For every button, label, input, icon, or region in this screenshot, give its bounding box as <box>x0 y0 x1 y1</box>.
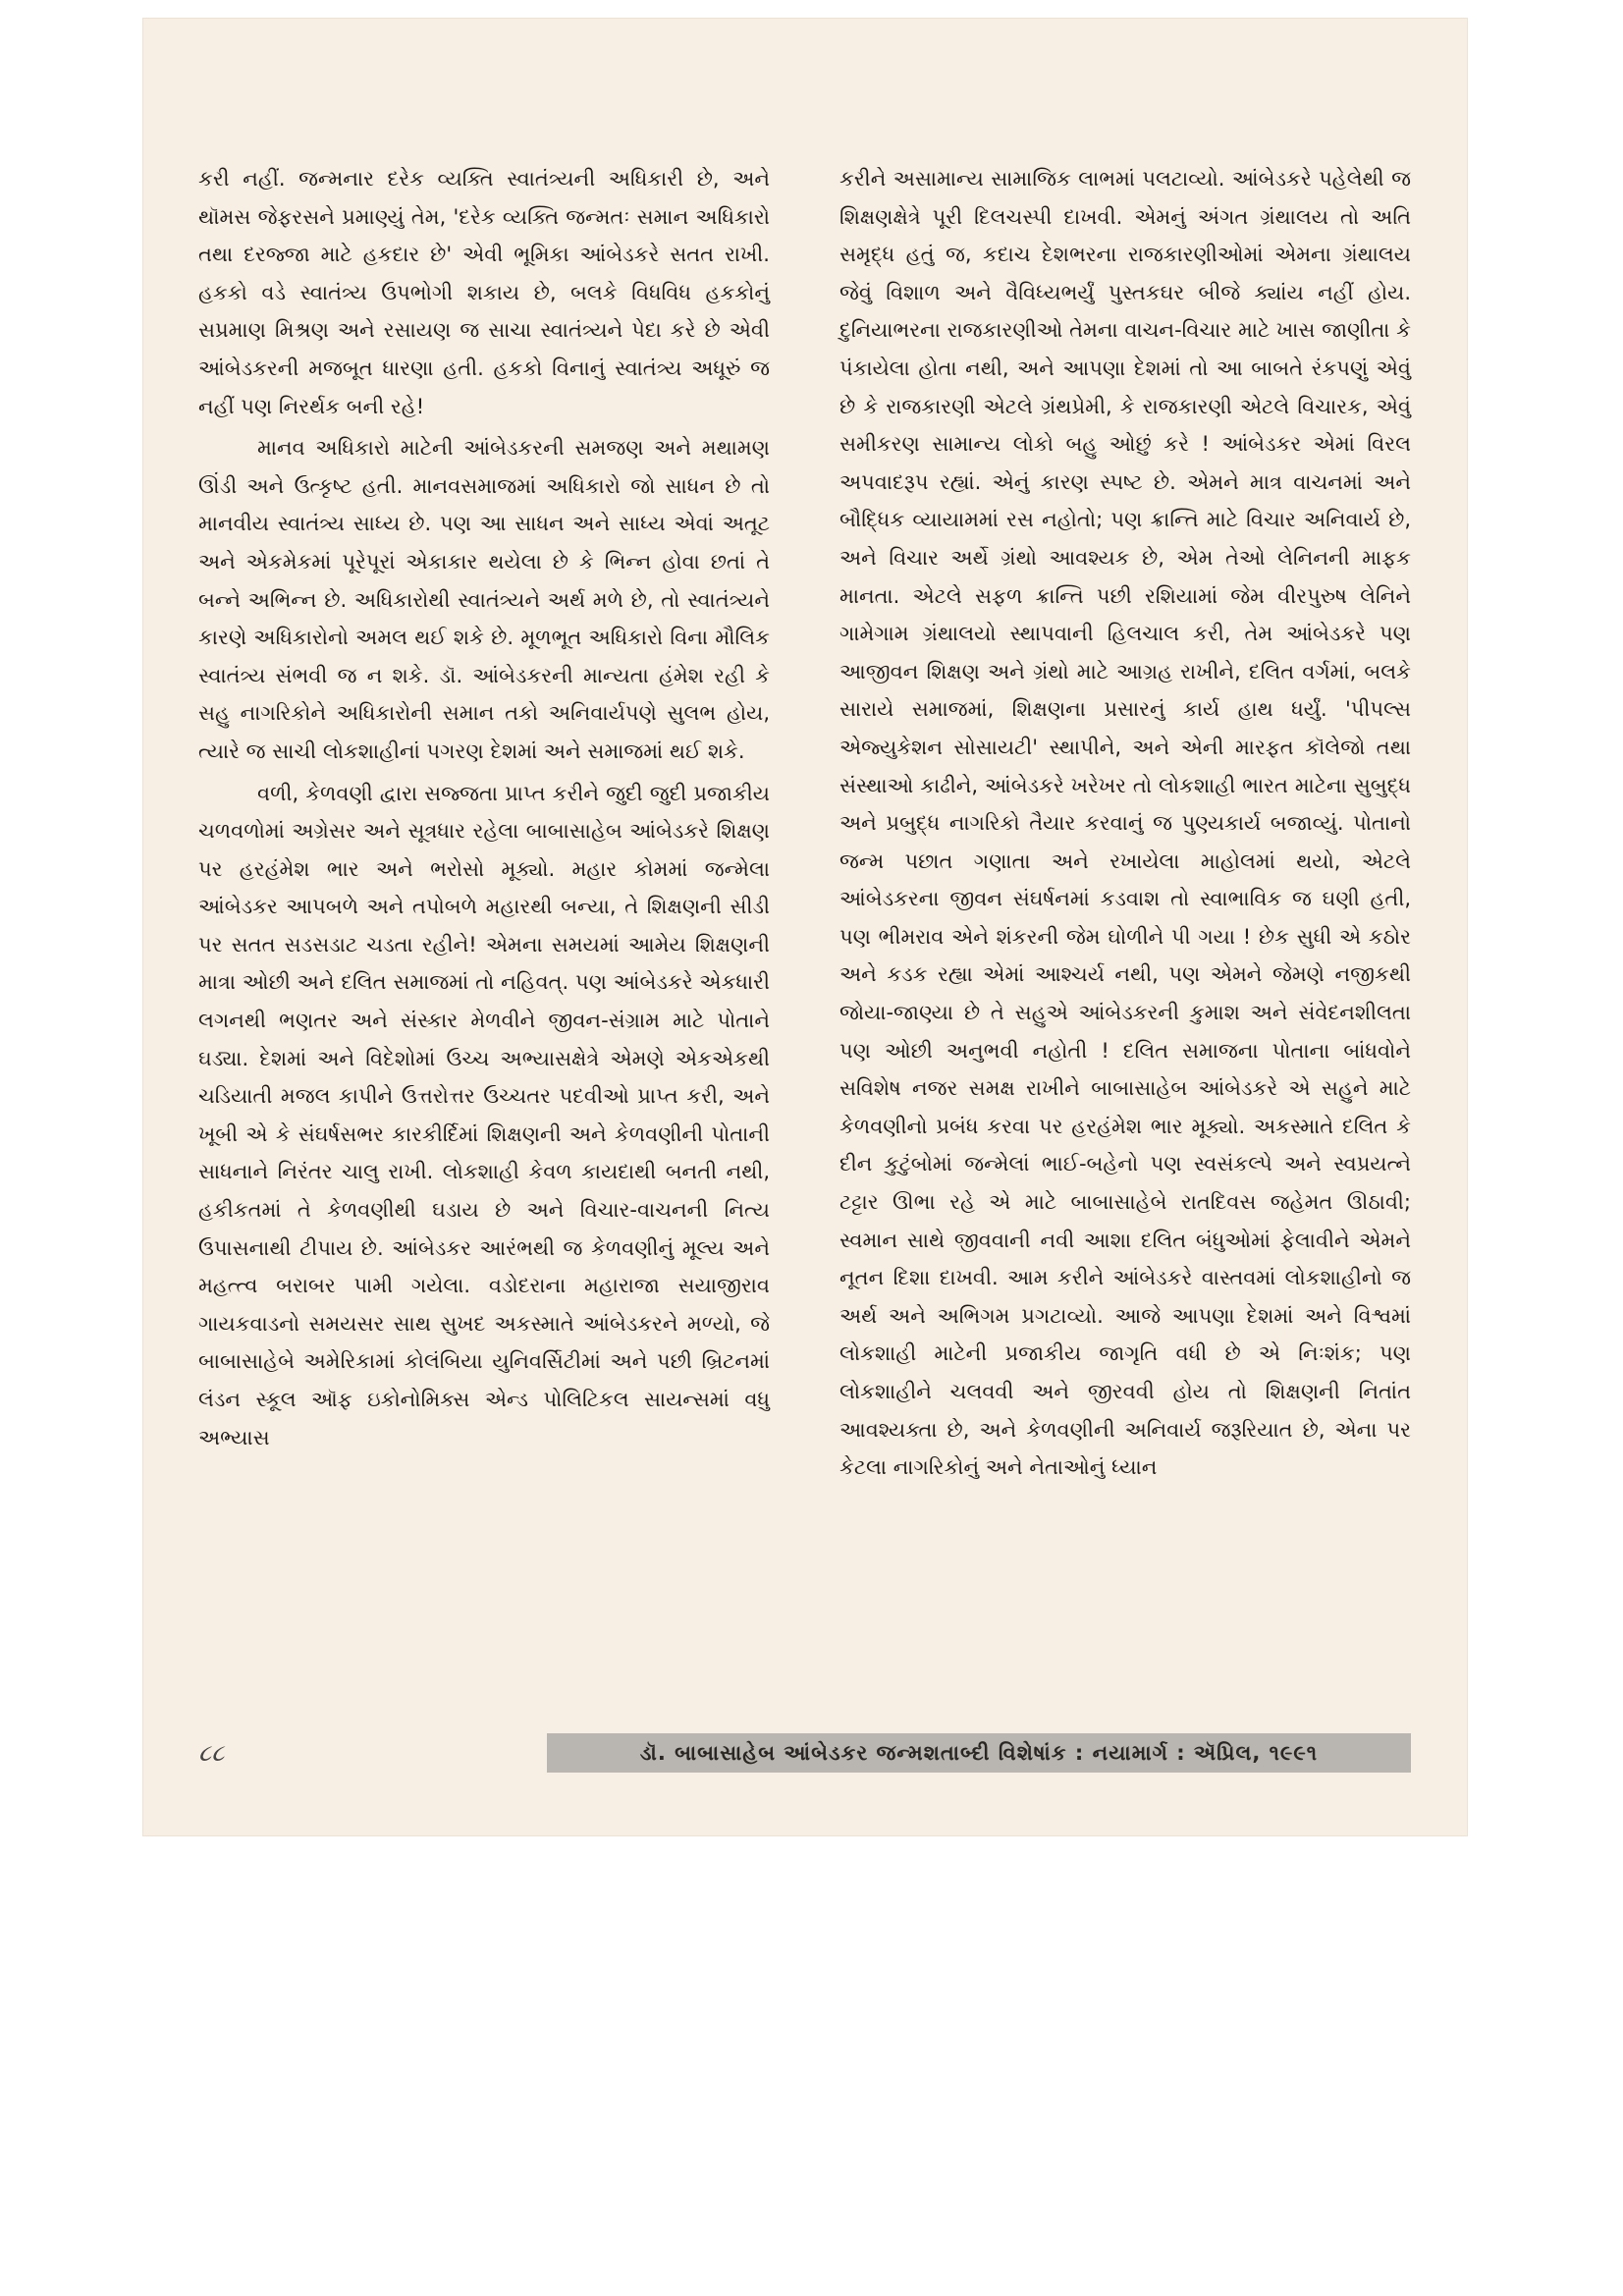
paragraph: માનવ અધિકારો માટેની આંબેડકરની સમજણ અને મથામણ ઊંડી અને ઉત્કૃષ્ટ હતી. માનવસમાજમાં અધિકારો જો સાધન છે તો માનવીય સ્વાતંત્ર્ય સાધ્ય છે. પણ આ સાધન અને સાધ્ય એવાં અતૂટ અને એકમેકમાં પૂરેપૂરાં એકાકાર થયેલા છે કે ભિન્ન હોવા છતાં તે બન્ને અભિન્ન છે. અધિકારોથી સ્વાતંત્ર્યને અર્થ મળે છે, તો સ્વાતંત્ર્યને કારણે અધિકારોનો અમલ થઈ શકે છે. મૂળભૂત અધિકારો વિના મૌલિક સ્વાતંત્ર્ય સંભવી જ ન શકે. ડૉ. આંબેડકરની માન્યતા હંમેશ રહી કે સહુ નાગરિકોને અધિકારોની સમાન તકો અનિવાર્યપણે સુલભ હોય, ત્યારે જ સાચી લોકશાહીનાં પગરણ દેશમાં અને સમાજમાં થઈ શકે. <box>198 436 770 763</box>
paragraph: કરી નહીં. જન્મનાર દરેક વ્યક્તિ સ્વાતંત્ર્યની અધિકારી છે, અને થૉમસ જેફરસને પ્રમાણ્યું તેમ, 'દરેક વ્યક્તિ જન્મતઃ સમાન અધિકારો તથા દરજ્જા માટે હકદાર છે' એવી ભૂમિકા આંબેડકરે સતત રાખી. હકકો વડે સ્વાતંત્ર્ય ઉપભોગી શકાય છે, બલકે વિધવિધ હકકોનું સપ્રમાણ મિશ્રણ અને રસાયણ જ સાચા સ્વાતંત્ર્યને પેદા કરે છે એવી આંબેડકરની મજબૂત ધારણા હતી. હકકો વિનાનું સ્વાતંત્ર્ય અધૂરું જ નહીં પણ નિરર્થક બની રહે! <box>198 167 770 418</box>
paragraph: કરીને અસામાન્ય સામાજિક લાભમાં પલટાવ્યો. આંબેડકરે પહેલેથી જ શિક્ષણક્ષેત્રે પૂરી દિલચસ્પી દાખવી. એમનું અંગત ગ્રંથાલય તો અતિ સમૃદ્ધ હતું જ, કદાચ દેશભરના રાજકારણીઓમાં એમના ગ્રંથાલય જેવું વિશાળ અને વૈવિધ્યભર્યું પુસ્તકઘર બીજે ક્યાંય નહીં હોય. દુનિયાભરના રાજકારણીઓ તેમના વાચન-વિચાર માટે ખાસ જાણીતા કે પંકાયેલા હોતા નથી, અને આપણા દેશમાં તો આ બાબતે રંકપણું એવું છે કે રાજકારણી એટલે ગ્રંથપ્રેમી, કે રાજકારણી એટલે વિચારક, એવું સમીકરણ સામાન્ય લોકો બહુ ઓછું કરે ! આંબેડકર એમાં વિરલ અપવાદરૂપ રહ્યાં. એનું કારણ સ્પષ્ટ છે. એમને માત્ર વાચનમાં અને બૌદ્ધિક વ્યાયામમાં રસ નહોતો; પણ ક્રાન્તિ માટે વિચાર અનિવાર્ય છે, અને વિચાર અર્થે ગ્રંથો આવશ્યક છે, એમ તેઓ લેનિનની માફક માનતા. એટલે સફળ ક્રાન્તિ પછી રશિયામાં જેમ વીરપુરુષ લેનિને ગામેગામ ગ્રંથાલયો સ્થાપવાની હિલચાલ કરી, તેમ આંબેડકરે પણ આજીવન શિક્ષણ અને ગ્રંથો માટે આગ્રહ રાખીને, દલિત વર્ગમાં, બલકે સારાયે સમાજમાં, શિક્ષણના પ્રસારનું કાર્ય હાથ ધર્યું. 'પીપલ્સ એજ્યુકેશન સોસાયટી' સ્થાપીને, અને એની મારફત કૉલેજો તથા સંસ્થાઓ કાઢીને, આંબેડકરે ખરેખર તો લોકશાહી ભારત માટેના સુબુદ્ધ અને પ્રબુદ્ધ નાગરિકો તૈયાર કરવાનું જ પુણ્યકાર્ય બજાવ્યું. પોતાનો જન્મ પછાત ગણાતા અને રખાયેલા માહોલમાં થયો, એટલે આંબેડકરના જીવન સંઘર્ષનમાં કડવાશ તો સ્વાભાવિક જ ઘણી હતી, પણ ભીમરાવ એને શંકરની જેમ ઘોળીને પી ગયા ! છેક સુધી એ કઠોર અને કડક રહ્યા એમાં આશ્ચર્ય નથી, પણ એમને જેમણે નજીકથી જોયા-જાણ્યા છે તે સહુએ આંબેડકરની કુમાશ અને સંવેદનશીલતા પણ ઓછી અનુભવી નહોતી ! દલિત સમાજના પોતાના બાંધવોને સવિશેષ નજર સમક્ષ રાખીને બાબાસાહેબ આંબેડકરે એ સહુને માટે કેળવણીનો પ્રબંધ કરવા પર હરહંમેશ ભાર મૂક્યો. અકસ્માતે દલિત કે દીન કુટુંબોમાં જન્મેલાં ભાઈ-બહેનો પણ સ્વસંકલ્પે અને સ્વપ્રયત્ને ટટ્ટાર ઊભા રહે એ માટે બાબાસાહેબે રાતદિવસ જહેમત ઊઠાવી; સ્વમાન સાથે જીવવાની નવી આશા દલિત બંધુઓમાં ફેલાવીને એમને નૂતન દિશા દાખવી. આમ કરીને આંબેડકરે વાસ્તવમાં લોકશાહીનો જ અર્થ અને અભિગમ પ્રગટાવ્યો. આજે આપણા દેશમાં અને વિશ્વમાં લોકશાહી માટેની પ્રજાકીય જાગૃતિ વધી છે એ નિઃશંક; પણ લોકશાહીને ચલવવી અને જીરવવી હોય તો શિક્ષણની નિતાંત આવશ્યક્તા છે, અને કેળવણીની અનિવાર્ય જરૂરિયાત છે, એના પર કેટલા નાગરિકોનું અને નેતાઓનું ધ્યાન <box>839 167 1411 1480</box>
left-column <box>198 160 770 1722</box>
article-columns <box>198 160 1411 1722</box>
paragraph: વળી, કેળવણી દ્વારા સજ્જતા પ્રાપ્ત કરીને જુદી જુદી પ્રજાકીય ચળવળોમાં અગ્રેસર અને સૂત્રધાર રહેલા બાબાસાહેબ આંબેડકરે શિક્ષણ પર હરહંમેશ ભાર અને ભરોસો મૂક્યો. મહાર કોમમાં જન્મેલા આંબેડકર આપબળે અને તપોબળે મહારથી બન્યા, તે શિક્ષણની સીડી પર સતત સડસડાટ ચડતા રહીને! એમના સમયમાં આમેય શિક્ષણની માત્રા ઓછી અને દલિત સમાજમાં તો નહિવત્. પણ આંબેડકરે એકધારી લગનથી ભણતર અને સંસ્કાર મેળવીને જીવન-સંગ્રામ માટે પોતાને ઘડ્યા. દેશમાં અને વિદેશોમાં ઉચ્ચ અભ્યાસક્ષેત્રે એમણે એકએકથી ચડિયાતી મજલ કાપીને ઉત્તરોત્તર ઉચ્ચતર પદવીઓ પ્રાપ્ત કરી, અને ખૂબી એ કે સંઘર્ષસભર કારકીર્દિમાં શિક્ષણની અને કેળવણીની પોતાની સાધનાને નિરંતર ચાલુ રાખી. લોકશાહી કેવળ કાયદાથી બનતી નથી, હકીકતમાં તે કેળવણીથી ઘડાય છે અને વિચાર-વાચનની નિત્ય ઉપાસનાથી ટીપાય છે. આંબેડકર આરંભથી જ કેળવણીનું મૂલ્ય અને મહત્ત્વ બરાબર પામી ગયેલા. વડોદરાના મહારાજા સયાજીરાવ ગાયકવાડનો સમયસર સાથ સુખદ અકસ્માતે આંબેડકરને મળ્યો, જે બાબાસાહેબે અમેરિકામાં કોલંબિયા યુનિવર્સિટીમાં અને પછી બ્રિટનમાં લંડન સ્કૂલ ઑફ ઇકોનોમિક્સ એન્ડ પોલિટિકલ સાયન્સમાં વધુ અભ્યાસ <box>198 781 770 1449</box>
page-footer <box>198 1731 1411 1775</box>
issue-banner: ડૉ. બાબાસાહેબ આંબેડકર જન્મશતાબ્દી વિશેષાંક : નયામાર્ગ : ઍપ્રિલ, ૧૯૯૧ <box>547 1733 1411 1773</box>
page-number: ૮૮ <box>198 1739 225 1767</box>
right-column <box>839 160 1411 1722</box>
magazine-page <box>142 18 1468 1836</box>
